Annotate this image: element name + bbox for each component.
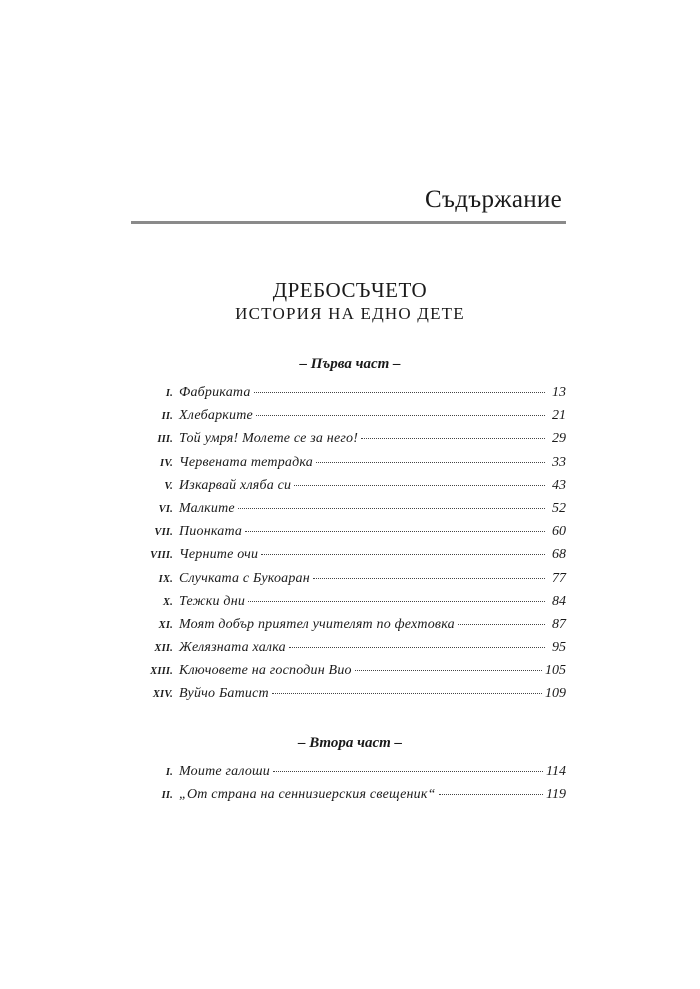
dot-leader [273,771,543,772]
dot-leader [439,794,543,795]
dot-leader [245,531,545,532]
chapter-numeral: X. [162,596,173,608]
toc-entry [134,478,566,501]
dot-leader [238,508,545,509]
chapter-title: Случката с Букоаран [179,570,310,586]
chapter-numeral: XIV. [152,689,173,701]
toc-entry [134,571,566,594]
chapter-title: Той умря! Молете се за него! [179,431,359,447]
chapter-title: „От страна на сеннизиерския свещеник“ [179,787,436,803]
book-subtitle: ИСТОРИЯ НА ЕДНО ДЕТЕ [235,304,465,323]
toc-entry [134,617,566,640]
page-number: 77 [552,570,566,586]
toc-entry [134,385,566,408]
page-number: 105 [545,663,566,679]
dot-leader [289,647,545,648]
chapter-numeral: IX. [158,573,173,585]
toc-entry [134,686,566,709]
toc-entry [134,640,566,663]
toc-entry [134,524,566,547]
page-number: 68 [552,547,566,563]
chapter-title: Тежки дни [179,593,246,609]
chapter-title: Ключовете на господин Вио [179,663,352,679]
page-number: 114 [546,764,566,779]
chapter-numeral: II. [161,411,173,423]
chapter-numeral: XII. [154,643,173,655]
chapter-title: Вуйчо Батист [179,686,269,702]
dot-leader [355,670,542,671]
dot-leader [256,415,545,416]
chapter-title: Хлебарките [179,408,253,424]
chapter-title: Червената тетрадка [179,454,314,470]
chapter-numeral: IV. [160,457,173,469]
toc-entry [134,787,566,810]
page-number: 43 [552,477,566,493]
chapter-numeral: XI. [158,619,173,631]
chapter-numeral: XIII. [150,666,173,678]
toc-entry [134,547,566,570]
header-rule [131,221,566,224]
chapter-numeral: VII. [154,527,173,539]
book-title: ДРЕБОСЪЧЕТО [272,278,428,302]
chapter-title: Черните очи [179,547,259,563]
part-heading-first: – Първа част – [299,356,401,372]
dot-leader [458,624,545,625]
page-number: 21 [552,408,566,424]
page-number: 13 [552,385,566,400]
toc-entry [134,408,566,431]
dot-leader [248,601,545,602]
toc-entry [134,455,566,478]
toc-list-first-part [134,385,566,710]
chapter-numeral: V. [164,480,173,492]
page-number: 109 [545,686,566,702]
chapter-numeral: VI. [158,503,173,515]
toc-entry [134,501,566,524]
toc-entry [134,594,566,617]
part-heading-second: – Втора част – [297,735,403,751]
page-number: 119 [546,787,566,803]
dot-leader [272,693,542,694]
dot-leader [294,485,545,486]
page-number: 60 [552,524,566,540]
chapter-numeral: III. [157,434,173,446]
toc-entry [134,431,566,454]
contents-heading: Съдържание [425,186,562,213]
dot-leader [313,578,545,579]
page-number: 29 [552,431,566,447]
chapter-numeral: II. [161,790,173,802]
toc-list-second-part [134,764,566,810]
chapter-title: Малките [179,500,235,516]
chapter-title: Фабриката [179,385,251,400]
page-number: 95 [552,640,566,656]
dot-leader [254,392,545,393]
dot-leader [261,554,545,555]
chapter-numeral: I. [165,388,173,399]
dot-leader [361,438,545,439]
page-number: 33 [552,454,566,470]
page-number: 84 [552,593,566,609]
dot-leader [316,462,545,463]
chapter-title: Желязната халка [179,640,286,656]
chapter-title: Моят добър приятел учителят по фехтовка [179,616,455,632]
chapter-numeral: VIII. [150,550,173,562]
chapter-title: Моите галоши [179,764,270,779]
toc-entry [134,663,566,686]
chapter-title: Пионката [179,524,243,540]
toc-entry [134,764,566,787]
chapter-title: Изкарвай хляба си [179,477,292,493]
page-number: 52 [552,500,566,516]
page-number: 87 [552,616,566,632]
chapter-numeral: I. [165,767,173,778]
